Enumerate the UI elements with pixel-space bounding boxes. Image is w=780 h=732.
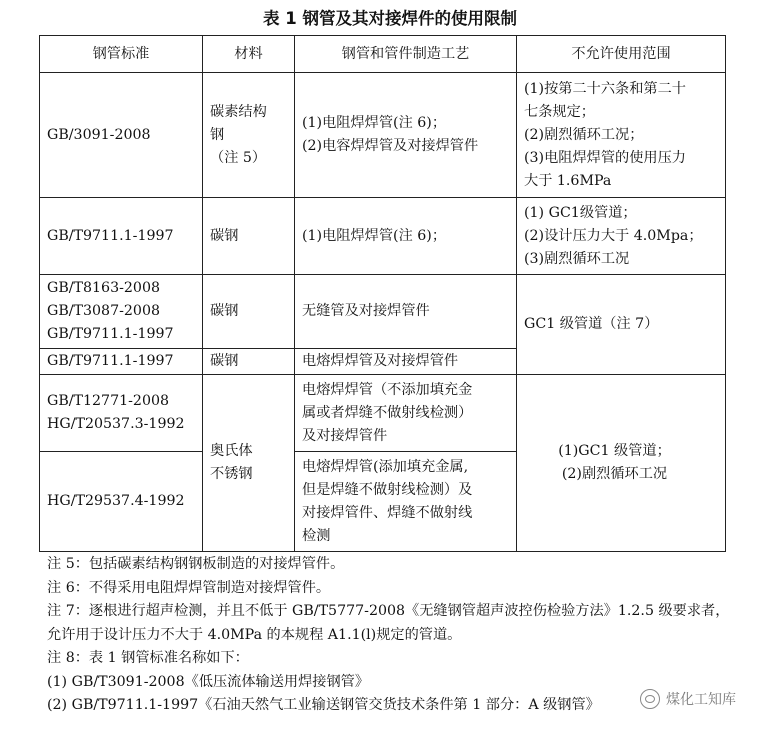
limits-line: (3)电阻焊焊管的使用压力 [524,149,686,166]
standard-line: GB/T3087-2008 [47,303,161,319]
header-row [40,36,726,73]
process-line: (1)电阻焊焊管(注 6)； [302,115,447,131]
process-line: 属或者焊缝不做射线检测） [302,404,473,421]
note-5: 注 5：包括碳素结构钢钢板制造的对接焊管件。 [47,556,345,572]
limits-line: (1)按第二十六条和第二十 [524,80,686,97]
material-cell [203,375,295,552]
limits-cell [517,73,726,198]
standard-cell: HG/T29537.4-1992 [40,452,203,552]
process-cell: (1)电阻焊焊管(注 6)； [295,198,517,275]
standard-cell: GB/T9711.1-1997 [40,349,203,375]
standard-line: GB/T9711.1-1997 [47,326,174,342]
standard-cell: GB/T9711.1-1997 [40,198,203,275]
process-cell: 无缝管及对接焊管件 [295,275,517,349]
process-line: 及对接焊管件 [302,427,388,444]
table-row [40,275,726,349]
process-cell: 电熔焊焊管及对接焊管件 [295,349,517,375]
limits-line: (2)设计压力大于 4.0Mpa； [524,227,703,244]
standard-line: GB/T8163-2008 [47,280,161,296]
wechat-icon [640,689,660,709]
watermark [640,682,775,716]
standard-line: HG/T20537.3-1992 [47,416,185,432]
material-cell: 碳钢 [203,349,295,375]
material-line: 不锈钢 [210,466,253,482]
process-cell [295,375,517,452]
material-cell [203,73,295,198]
standard-name-2: (2) GB/T9711.1-1997《石油天然气工业输送钢管交货技术条件第 1 部分：A 级钢管》 [47,697,600,713]
table-row [40,73,726,198]
table-title: 表 1 钢管及其对接焊件的使用限制 [263,9,517,28]
process-line: (2)电容焊焊管及对接焊管件 [302,138,479,154]
table-row [40,375,726,452]
limits-line: (2)剧烈循环工况 [561,466,668,482]
limits-line: 七条规定； [524,103,595,120]
table-row [40,198,726,275]
process-line: 电熔焊焊管(添加填充金属, [302,458,469,475]
standard-cell: GB/3091-2008 [40,73,203,198]
material-line: 碳素结构 [210,103,267,120]
process-line: 检测 [302,527,331,544]
limits-cell: GC1 级管道（注 7） [517,275,726,375]
limits-line: (1)GC1 级管道； [558,443,671,459]
note-8: 注 8：表 1 钢管标准名称如下： [47,650,249,666]
limits-line: (3)剧烈循环工况 [524,250,630,267]
standard-name-1: (1) GB/T3091-2008《低压流体输送用焊接钢管》 [47,673,370,690]
header-standard: 钢管标准 [40,36,203,73]
process-line: 电熔焊焊管（不添加填充金 [302,381,473,398]
note-6: 注 6：不得采用电阻焊焊管制造对接焊管件。 [47,579,331,596]
process-line: 但是焊缝不做射线检测）及 [302,481,473,498]
restrictions-table [39,35,726,552]
header-limits: 不允许使用范围 [517,36,726,73]
limits-line: (2)剧烈循环工况； [524,126,644,143]
limits-cell [517,375,726,552]
note-7: 注 7：逐根进行超声检测，并且不低于 GB/T5777-2008《无缝钢管超声波控伤检验方法》1.2.5 级要求者，允许用于设计压力不大于 4.0MPa 的本规程 A1.1(l)规定的管道。 [47,603,730,643]
material-cell: 碳钢 [203,198,295,275]
limits-line: (1) GC1级管道； [524,204,637,221]
process-line: 对接焊管件、焊缝不做射线 [302,504,473,521]
process-cell [295,452,517,552]
header-material: 材料 [203,36,295,73]
process-cell [295,73,517,198]
standard-cell [40,275,203,349]
material-line: （注 5） [210,149,267,166]
standard-cell [40,375,203,452]
material-line: 钢 [210,126,225,143]
material-cell: 碳钢 [203,275,295,349]
material-line: 奥氏体 [210,443,253,459]
limits-cell [517,198,726,275]
header-process: 钢管和管件制造工艺 [295,36,517,73]
limits-line: 大于 1.6MPa [524,172,612,189]
watermark-text: 煤化工知库 [666,692,736,708]
standard-line: GB/T12771-2008 [47,393,170,409]
